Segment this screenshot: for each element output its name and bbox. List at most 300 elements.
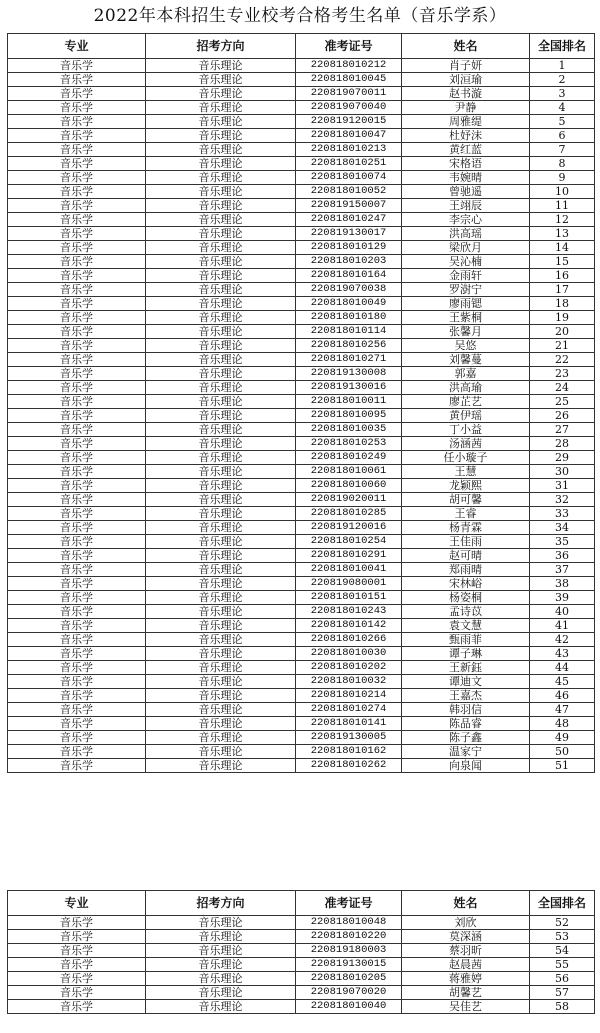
cell-rank: 17	[530, 283, 595, 297]
cell-rank: 1	[530, 59, 595, 73]
cell-name: 王紫桐	[402, 311, 530, 325]
table-row	[8, 101, 595, 115]
cell-rank: 23	[530, 367, 595, 381]
cell-exam-id: 220818010045	[296, 73, 402, 87]
cell-exam-id: 220818010032	[296, 675, 402, 689]
cell-direction: 音乐理论	[146, 465, 296, 479]
cell-rank: 50	[530, 745, 595, 759]
cell-direction: 音乐理论	[146, 339, 296, 353]
cell-direction: 音乐理论	[146, 101, 296, 115]
cell-direction: 音乐理论	[146, 745, 296, 759]
table-row	[8, 577, 595, 591]
cell-direction: 音乐理论	[146, 507, 296, 521]
cell-name: 肖子妍	[402, 59, 530, 73]
cell-direction: 音乐理论	[146, 213, 296, 227]
cell-rank: 8	[530, 157, 595, 171]
cell-rank: 30	[530, 465, 595, 479]
cell-direction: 音乐理论	[146, 241, 296, 255]
table-row	[8, 479, 595, 493]
cell-exam-id: 220818010141	[296, 717, 402, 731]
cell-major: 音乐学	[8, 535, 146, 549]
cell-exam-id: 220819130016	[296, 381, 402, 395]
cell-exam-id: 220818010214	[296, 689, 402, 703]
cell-exam-id: 220818010212	[296, 59, 402, 73]
cell-exam-id: 220818010011	[296, 395, 402, 409]
table-row	[8, 605, 595, 619]
cell-major: 音乐学	[8, 661, 146, 675]
cell-major: 音乐学	[8, 255, 146, 269]
cell-exam-id: 220818010253	[296, 437, 402, 451]
table-row	[8, 745, 595, 759]
table-row	[8, 717, 595, 731]
table-row	[8, 549, 595, 563]
cell-name: 金雨轩	[402, 269, 530, 283]
cell-direction: 音乐理论	[146, 73, 296, 87]
cell-exam-id: 220818010266	[296, 633, 402, 647]
cell-exam-id: 220818010243	[296, 605, 402, 619]
table-body	[8, 59, 595, 773]
table-row	[8, 675, 595, 689]
cell-major: 音乐学	[8, 451, 146, 465]
header-exam-id: 准考证号	[296, 34, 402, 59]
cell-name: 刘欣	[402, 916, 530, 930]
cell-rank: 29	[530, 451, 595, 465]
cell-major: 音乐学	[8, 101, 146, 115]
cell-name: 李宗心	[402, 213, 530, 227]
cell-exam-id: 220819020011	[296, 493, 402, 507]
cell-major: 音乐学	[8, 437, 146, 451]
table-row	[8, 661, 595, 675]
cell-major: 音乐学	[8, 227, 146, 241]
cell-name: 王新鈺	[402, 661, 530, 675]
cell-exam-id: 220818010035	[296, 423, 402, 437]
cell-exam-id: 220818010129	[296, 241, 402, 255]
cell-major: 音乐学	[8, 115, 146, 129]
cell-exam-id: 220818010202	[296, 661, 402, 675]
cell-exam-id: 220818010285	[296, 507, 402, 521]
cell-major: 音乐学	[8, 171, 146, 185]
table-row	[8, 59, 595, 73]
cell-exam-id: 220818010220	[296, 930, 402, 944]
cell-exam-id: 220819180003	[296, 944, 402, 958]
table-row	[8, 451, 595, 465]
header-rank: 全国排名	[530, 891, 595, 916]
cell-exam-id: 220819150007	[296, 199, 402, 213]
cell-name: 王翊辰	[402, 199, 530, 213]
cell-exam-id: 220818010040	[296, 1000, 402, 1014]
cell-major: 音乐学	[8, 986, 146, 1000]
table-row	[8, 916, 595, 930]
cell-major: 音乐学	[8, 353, 146, 367]
cell-rank: 46	[530, 689, 595, 703]
cell-direction: 音乐理论	[146, 325, 296, 339]
cell-exam-id: 220818010060	[296, 479, 402, 493]
cell-direction: 音乐理论	[146, 87, 296, 101]
cell-major: 音乐学	[8, 521, 146, 535]
cell-direction: 音乐理论	[146, 451, 296, 465]
cell-direction: 音乐理论	[146, 535, 296, 549]
cell-name: 尹静	[402, 101, 530, 115]
cell-direction: 音乐理论	[146, 283, 296, 297]
header-name: 姓名	[402, 34, 530, 59]
cell-major: 音乐学	[8, 577, 146, 591]
table-row	[8, 395, 595, 409]
cell-direction: 音乐理论	[146, 269, 296, 283]
cell-exam-id: 220818010249	[296, 451, 402, 465]
cell-direction: 音乐理论	[146, 381, 296, 395]
cell-direction: 音乐理论	[146, 437, 296, 451]
cell-major: 音乐学	[8, 185, 146, 199]
header-name: 姓名	[402, 891, 530, 916]
cell-name: 王佳雨	[402, 535, 530, 549]
cell-exam-id: 220818010114	[296, 325, 402, 339]
table-row	[8, 241, 595, 255]
cell-direction: 音乐理论	[146, 227, 296, 241]
cell-name: 黄红蓝	[402, 143, 530, 157]
cell-name: 郭嘉	[402, 367, 530, 381]
cell-name: 梁欣月	[402, 241, 530, 255]
table-row	[8, 437, 595, 451]
table-row	[8, 115, 595, 129]
table-row	[8, 353, 595, 367]
cell-exam-id: 220818010074	[296, 171, 402, 185]
cell-name: 洪高瑶	[402, 227, 530, 241]
cell-direction: 音乐理论	[146, 605, 296, 619]
cell-direction: 音乐理论	[146, 493, 296, 507]
table-row	[8, 269, 595, 283]
cell-direction: 音乐理论	[146, 577, 296, 591]
cell-name: 谭迪文	[402, 675, 530, 689]
table-row	[8, 591, 595, 605]
cell-rank: 14	[530, 241, 595, 255]
cell-major: 音乐学	[8, 731, 146, 745]
cell-name: 韩羽信	[402, 703, 530, 717]
cell-direction: 音乐理论	[146, 986, 296, 1000]
cell-direction: 音乐理论	[146, 129, 296, 143]
table-row	[8, 930, 595, 944]
cell-name: 韦婉晴	[402, 171, 530, 185]
cell-name: 刘洹瑜	[402, 73, 530, 87]
cell-major: 音乐学	[8, 745, 146, 759]
cell-name: 温家宁	[402, 745, 530, 759]
cell-rank: 34	[530, 521, 595, 535]
cell-name: 周雅缇	[402, 115, 530, 129]
cell-direction: 音乐理论	[146, 647, 296, 661]
cell-exam-id: 220818010047	[296, 129, 402, 143]
cell-exam-id: 220818010061	[296, 465, 402, 479]
cell-major: 音乐学	[8, 703, 146, 717]
cell-rank: 9	[530, 171, 595, 185]
cell-name: 杨青霖	[402, 521, 530, 535]
cell-major: 音乐学	[8, 73, 146, 87]
cell-direction: 音乐理论	[146, 591, 296, 605]
header-major: 专业	[8, 34, 146, 59]
cell-name: 吴悠	[402, 339, 530, 353]
cell-rank: 32	[530, 493, 595, 507]
cell-direction: 音乐理论	[146, 367, 296, 381]
table-row	[8, 367, 595, 381]
cell-rank: 31	[530, 479, 595, 493]
cell-name: 胡可馨	[402, 493, 530, 507]
cell-major: 音乐学	[8, 958, 146, 972]
table-row	[8, 213, 595, 227]
cell-name: 赵可晴	[402, 549, 530, 563]
cell-direction: 音乐理论	[146, 717, 296, 731]
cell-exam-id: 220818010095	[296, 409, 402, 423]
cell-rank: 27	[530, 423, 595, 437]
cell-major: 音乐学	[8, 213, 146, 227]
cell-exam-id: 220819120016	[296, 521, 402, 535]
table-row	[8, 143, 595, 157]
cell-exam-id: 220818010030	[296, 647, 402, 661]
cell-rank: 40	[530, 605, 595, 619]
table-row	[8, 129, 595, 143]
cell-major: 音乐学	[8, 507, 146, 521]
cell-exam-id: 220818010262	[296, 759, 402, 773]
cell-major: 音乐学	[8, 759, 146, 773]
cell-direction: 音乐理论	[146, 353, 296, 367]
cell-name: 张馨月	[402, 325, 530, 339]
cell-direction: 音乐理论	[146, 59, 296, 73]
cell-direction: 音乐理论	[146, 409, 296, 423]
cell-rank: 5	[530, 115, 595, 129]
cell-major: 音乐学	[8, 409, 146, 423]
table-row	[8, 87, 595, 101]
table-row	[8, 409, 595, 423]
cell-major: 音乐学	[8, 59, 146, 73]
cell-major: 音乐学	[8, 143, 146, 157]
cell-rank: 42	[530, 633, 595, 647]
cell-name: 蔡羽昕	[402, 944, 530, 958]
cell-rank: 44	[530, 661, 595, 675]
table-body	[8, 916, 595, 1014]
cell-rank: 38	[530, 577, 595, 591]
cell-name: 向泉闻	[402, 759, 530, 773]
cell-name: 莫深涵	[402, 930, 530, 944]
cell-major: 音乐学	[8, 689, 146, 703]
table-row	[8, 521, 595, 535]
cell-rank: 21	[530, 339, 595, 353]
cell-exam-id: 220818010213	[296, 143, 402, 157]
cell-name: 黄伊瑶	[402, 409, 530, 423]
table-header-row	[8, 34, 595, 59]
cell-rank: 12	[530, 213, 595, 227]
cell-name: 孟诗苡	[402, 605, 530, 619]
cell-direction: 音乐理论	[146, 395, 296, 409]
cell-direction: 音乐理论	[146, 115, 296, 129]
table-row	[8, 759, 595, 773]
cell-exam-id: 220818010151	[296, 591, 402, 605]
cell-exam-id: 220818010180	[296, 311, 402, 325]
cell-rank: 52	[530, 916, 595, 930]
cell-rank: 24	[530, 381, 595, 395]
cell-name: 廖雨锶	[402, 297, 530, 311]
cell-major: 音乐学	[8, 465, 146, 479]
cell-rank: 54	[530, 944, 595, 958]
cell-exam-id: 220819130015	[296, 958, 402, 972]
cell-major: 音乐学	[8, 972, 146, 986]
cell-major: 音乐学	[8, 339, 146, 353]
cell-name: 罗澍宁	[402, 283, 530, 297]
cell-exam-id: 220818010247	[296, 213, 402, 227]
cell-major: 音乐学	[8, 549, 146, 563]
cell-exam-id: 220819080001	[296, 577, 402, 591]
cell-major: 音乐学	[8, 423, 146, 437]
table-row	[8, 731, 595, 745]
cell-direction: 音乐理论	[146, 1000, 296, 1014]
cell-name: 丁小益	[402, 423, 530, 437]
cell-exam-id: 220818010254	[296, 535, 402, 549]
cell-rank: 26	[530, 409, 595, 423]
cell-major: 音乐学	[8, 675, 146, 689]
cell-exam-id: 220819070038	[296, 283, 402, 297]
cell-exam-id: 220818010205	[296, 972, 402, 986]
cell-direction: 音乐理论	[146, 619, 296, 633]
cell-direction: 音乐理论	[146, 944, 296, 958]
header-direction: 招考方向	[146, 34, 296, 59]
header-direction: 招考方向	[146, 891, 296, 916]
cell-name: 王慧	[402, 465, 530, 479]
cell-direction: 音乐理论	[146, 297, 296, 311]
cell-major: 音乐学	[8, 283, 146, 297]
cell-rank: 3	[530, 87, 595, 101]
cell-name: 赵书漩	[402, 87, 530, 101]
cell-name: 吴佳艺	[402, 1000, 530, 1014]
cell-direction: 音乐理论	[146, 731, 296, 745]
cell-name: 宋林峪	[402, 577, 530, 591]
cell-rank: 2	[530, 73, 595, 87]
cell-name: 杨姿桐	[402, 591, 530, 605]
cell-major: 音乐学	[8, 916, 146, 930]
cell-exam-id: 220818010041	[296, 563, 402, 577]
table-row	[8, 283, 595, 297]
cell-exam-id: 220818010052	[296, 185, 402, 199]
cell-direction: 音乐理论	[146, 185, 296, 199]
cell-major: 音乐学	[8, 395, 146, 409]
cell-exam-id: 220818010251	[296, 157, 402, 171]
cell-rank: 4	[530, 101, 595, 115]
cell-name: 曾驰遥	[402, 185, 530, 199]
cell-major: 音乐学	[8, 479, 146, 493]
cell-exam-id: 220818010162	[296, 745, 402, 759]
cell-rank: 43	[530, 647, 595, 661]
cell-exam-id: 220818010203	[296, 255, 402, 269]
table-row	[8, 647, 595, 661]
cell-major: 音乐学	[8, 493, 146, 507]
cell-major: 音乐学	[8, 605, 146, 619]
cell-rank: 19	[530, 311, 595, 325]
cell-exam-id: 220818010142	[296, 619, 402, 633]
cell-major: 音乐学	[8, 633, 146, 647]
cell-direction: 音乐理论	[146, 689, 296, 703]
cell-rank: 58	[530, 1000, 595, 1014]
cell-direction: 音乐理论	[146, 157, 296, 171]
cell-rank: 56	[530, 972, 595, 986]
cell-rank: 6	[530, 129, 595, 143]
table-row	[8, 199, 595, 213]
cell-major: 音乐学	[8, 944, 146, 958]
cell-exam-id: 220818010271	[296, 353, 402, 367]
cell-major: 音乐学	[8, 297, 146, 311]
table-row	[8, 944, 595, 958]
cell-rank: 28	[530, 437, 595, 451]
cell-direction: 音乐理论	[146, 703, 296, 717]
cell-major: 音乐学	[8, 311, 146, 325]
cell-direction: 音乐理论	[146, 521, 296, 535]
cell-name: 胡馨艺	[402, 986, 530, 1000]
table-row	[8, 465, 595, 479]
cell-direction: 音乐理论	[146, 916, 296, 930]
cell-major: 音乐学	[8, 563, 146, 577]
cell-exam-id: 220819130008	[296, 367, 402, 381]
cell-direction: 音乐理论	[146, 958, 296, 972]
table-row	[8, 563, 595, 577]
cell-exam-id: 220818010256	[296, 339, 402, 353]
table-row	[8, 633, 595, 647]
cell-direction: 音乐理论	[146, 423, 296, 437]
table-row	[8, 227, 595, 241]
cell-exam-id: 220819120015	[296, 115, 402, 129]
table-row	[8, 619, 595, 633]
table-row	[8, 297, 595, 311]
cell-major: 音乐学	[8, 269, 146, 283]
table-row	[8, 73, 595, 87]
cell-major: 音乐学	[8, 241, 146, 255]
cell-rank: 41	[530, 619, 595, 633]
header-major: 专业	[8, 891, 146, 916]
cell-rank: 35	[530, 535, 595, 549]
cell-name: 刘馨蔓	[402, 353, 530, 367]
cell-rank: 16	[530, 269, 595, 283]
cell-exam-id: 220818010048	[296, 916, 402, 930]
table-row	[8, 986, 595, 1000]
admission-table-continued	[7, 890, 595, 1014]
cell-rank: 49	[530, 731, 595, 745]
cell-exam-id: 220818010164	[296, 269, 402, 283]
cell-direction: 音乐理论	[146, 930, 296, 944]
cell-exam-id: 220819070020	[296, 986, 402, 1000]
table-header-row	[8, 891, 595, 916]
cell-name: 任小璇子	[402, 451, 530, 465]
cell-rank: 53	[530, 930, 595, 944]
admission-table-primary	[7, 33, 595, 773]
cell-exam-id: 220818010291	[296, 549, 402, 563]
cell-direction: 音乐理论	[146, 661, 296, 675]
table-row	[8, 1000, 595, 1014]
cell-rank: 51	[530, 759, 595, 773]
page-title: 2022年本科招生专业校考合格考生名单（音乐学系）	[93, 6, 507, 26]
cell-name: 龙颖熙	[402, 479, 530, 493]
cell-name: 廖芷艺	[402, 395, 530, 409]
cell-direction: 音乐理论	[146, 143, 296, 157]
cell-direction: 音乐理论	[146, 311, 296, 325]
cell-name: 吴沁楠	[402, 255, 530, 269]
cell-direction: 音乐理论	[146, 675, 296, 689]
header-rank: 全国排名	[530, 34, 595, 59]
cell-major: 音乐学	[8, 647, 146, 661]
cell-rank: 47	[530, 703, 595, 717]
cell-direction: 音乐理论	[146, 633, 296, 647]
table-row	[8, 958, 595, 972]
table-row	[8, 493, 595, 507]
cell-major: 音乐学	[8, 199, 146, 213]
cell-rank: 25	[530, 395, 595, 409]
cell-name: 汤涵茜	[402, 437, 530, 451]
cell-rank: 22	[530, 353, 595, 367]
cell-rank: 15	[530, 255, 595, 269]
cell-direction: 音乐理论	[146, 549, 296, 563]
cell-name: 陈子鑫	[402, 731, 530, 745]
